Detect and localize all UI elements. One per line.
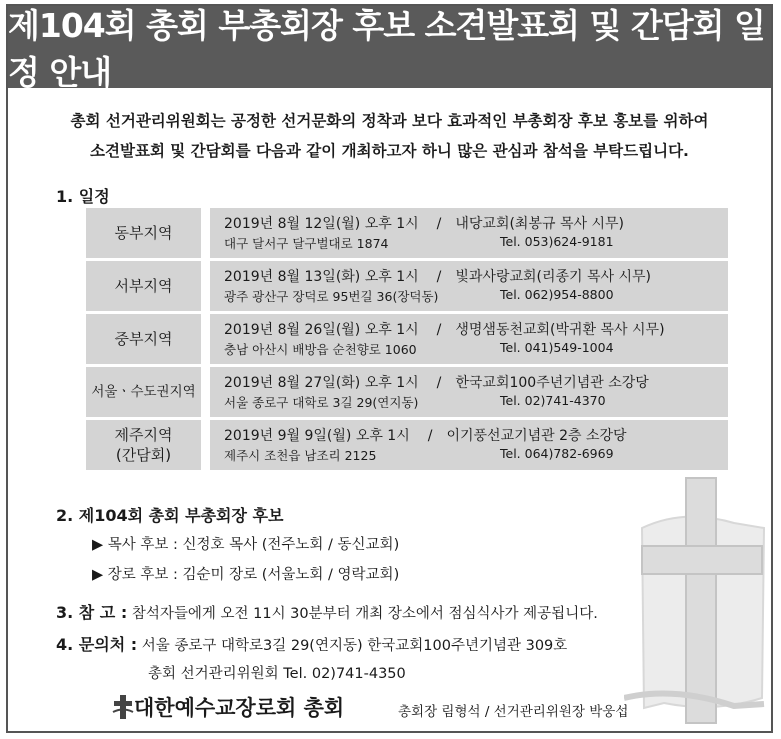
footer-signature: 총회장 림형석 / 선거관리위원장 박웅섭: [398, 704, 629, 720]
schedule-date: 2019년 8월 26일(월) 오후 1시: [224, 322, 419, 338]
region-name: 서부지역: [114, 277, 173, 295]
cross-decoration-icon: [624, 468, 774, 728]
schedule-separator: /: [436, 375, 442, 391]
schedule-date: 2019년 9월 9일(월) 오후 1시: [224, 428, 410, 444]
schedule-main-line: [224, 213, 624, 233]
schedule-info: [210, 208, 728, 258]
schedule-tel: Tel. 064)782-6969: [500, 446, 614, 461]
schedule-main-line: [224, 319, 665, 339]
candidate-pastor: ▶ 목사 후보 : 신정호 목사 (전주노회 / 동신교회): [92, 537, 400, 553]
schedule-info: [210, 261, 728, 311]
schedule-address: 충남 아산시 배방읍 순천향로 1060: [224, 342, 417, 357]
note-contact-line-2: 총회 선거관리위원회 Tel. 02)741-4350: [148, 666, 406, 682]
schedule-place: 내당교회(최봉규 목사 시무): [455, 216, 624, 232]
note-reference: [56, 600, 598, 623]
schedule-info: [210, 367, 728, 417]
schedule-separator: /: [427, 428, 433, 444]
note-reference-label: 3. 참 고 :: [56, 603, 128, 622]
schedule-region: [86, 367, 201, 417]
intro-line-2: 소견발표회 및 간담회를 다음과 같이 개최하고자 하니 많은 관심과 참석을 부탁드립니다.: [90, 142, 689, 160]
intro-text: [8, 106, 771, 166]
schedule-info: [210, 420, 728, 470]
intro-line-1: 총회 선거관리위원회는 공정한 선거문화의 정착과 보다 효과적인 부총회장 후보 홍보를 위하여: [70, 112, 709, 130]
schedule-address: 서울 종로구 대학로 3길 29(연지동): [224, 395, 419, 410]
schedule-place: 빛과사랑교회(리종기 목사 시무): [455, 269, 652, 285]
schedule-info: [210, 314, 728, 364]
schedule-date: 2019년 8월 27일(화) 오후 1시: [224, 375, 419, 391]
note-contact-line-1: 서울 종로구 대학로3길 29(연지동) 한국교회100주년기념관 309호: [141, 638, 568, 654]
footer-organization: [112, 692, 344, 722]
candidate-elder: ▶ 장로 후보 : 김순미 장로 (서울노회 / 영락교회): [92, 567, 400, 583]
note-contact: [56, 632, 567, 655]
note-reference-text: 참석자들에게 오전 11시 30분부터 개최 장소에서 점심식사가 제공됩니다.: [131, 606, 598, 622]
region-name: 서울ㆍ수도권지역: [91, 384, 196, 400]
schedule-separator: /: [436, 269, 442, 285]
note-contact-label: 4. 문의처 :: [56, 635, 138, 654]
schedule-address: 제주시 조천읍 남조리 2125: [224, 448, 377, 463]
schedule-region: [86, 420, 201, 470]
schedule-tel: Tel. 062)954-8800: [500, 287, 614, 302]
schedule-main-line: [224, 266, 651, 286]
schedule-region: [86, 208, 201, 258]
schedule-date: 2019년 8월 12일(월) 오후 1시: [224, 216, 419, 232]
region-subtitle: (간담회): [115, 446, 172, 464]
schedule-date: 2019년 8월 13일(화) 오후 1시: [224, 269, 419, 285]
schedule-tel: Tel. 041)549-1004: [500, 340, 614, 355]
schedule-address: 광주 광산구 장덕로 95번길 36(장덕동): [224, 289, 439, 304]
schedule-separator: /: [436, 322, 442, 338]
schedule-region: [86, 314, 201, 364]
schedule-main-line: [224, 372, 649, 392]
schedule-separator: /: [436, 216, 442, 232]
cross-emblem-icon: [112, 694, 134, 720]
region-name: 제주지역: [114, 426, 173, 444]
region-name: 중부지역: [114, 330, 173, 348]
notice-frame: [6, 4, 773, 733]
schedule-tel: Tel. 02)741-4370: [500, 393, 606, 408]
schedule-place: 한국교회100주년기념관 소강당: [455, 375, 649, 391]
candidates-heading: 2. 제104회 총회 부총회장 후보: [56, 506, 284, 525]
schedule-place: 이기풍선교기념관 2층 소강당: [446, 428, 627, 444]
footer-org-name: 대한예수교장로회 총회: [134, 695, 345, 720]
schedule-address: 대구 달서구 달구벌대로 1874: [224, 236, 389, 251]
schedule-main-line: [224, 425, 627, 445]
schedule-tel: Tel. 053)624-9181: [500, 234, 614, 249]
page-title: 제104회 총회 부총회장 후보 소견발표회 및 간담회 일정 안내: [8, 6, 771, 88]
region-name: 동부지역: [114, 224, 173, 242]
schedule-place: 생명샘동천교회(박귀환 목사 시무): [455, 322, 665, 338]
schedule-heading: 1. 일정: [56, 187, 110, 206]
schedule-region: [86, 261, 201, 311]
